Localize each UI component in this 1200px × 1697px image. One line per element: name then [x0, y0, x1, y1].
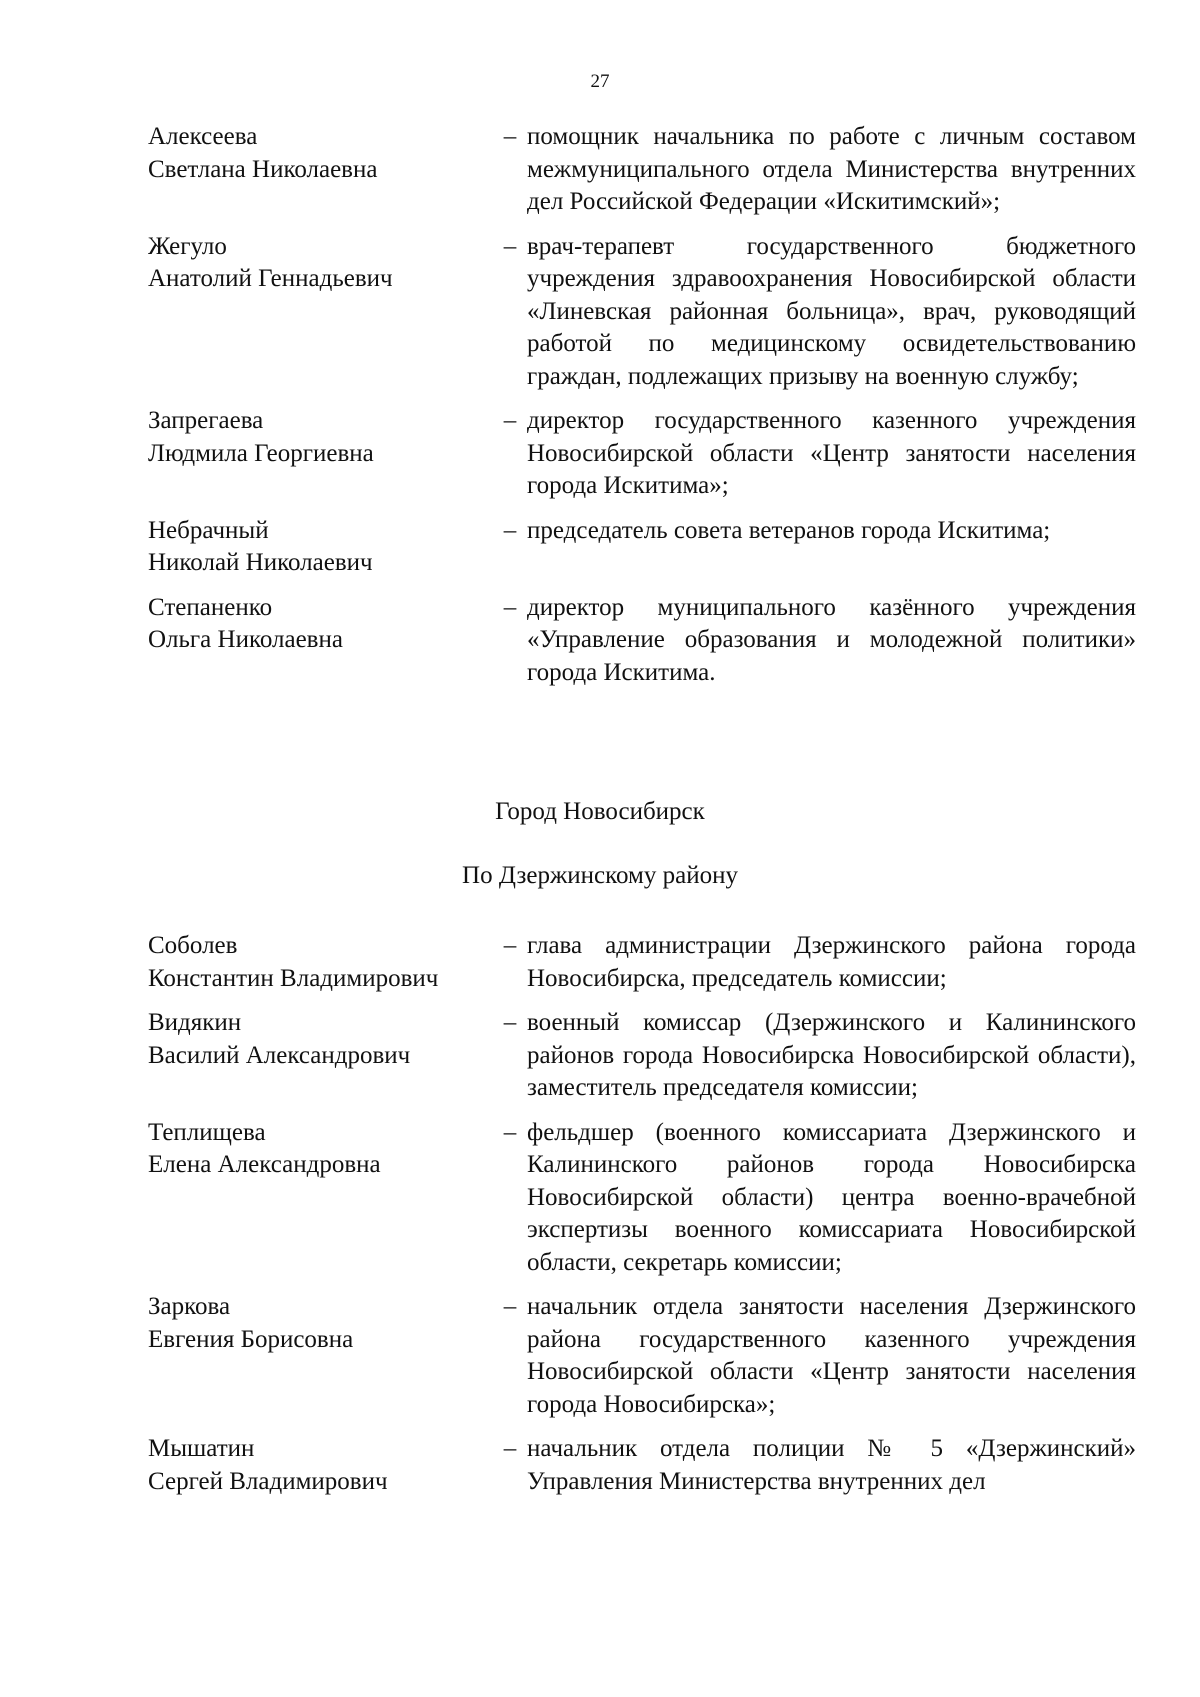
- member-given-name: Анатолий Геннадьевич: [148, 265, 393, 292]
- member-surname: Соболев: [148, 932, 238, 959]
- dash-separator: –: [503, 1293, 517, 1320]
- member-name: [148, 930, 493, 995]
- member-name: [148, 405, 493, 470]
- member-position: [493, 1433, 1136, 1498]
- dash-separator: –: [503, 123, 517, 150]
- member-given-name: Николай Николаевич: [148, 549, 373, 576]
- member-given-name: Сергей Владимирович: [148, 1467, 388, 1495]
- member-position: [493, 930, 1136, 995]
- member-given-name: Константин Владимирович: [148, 964, 439, 992]
- member-given-name: Людмила Георгиевна: [148, 439, 374, 467]
- member-position: [493, 405, 1136, 503]
- member-position-text: председатель совета ветеранов города Искитима;: [527, 516, 1051, 544]
- member-position-text: помощник начальника по работе с личным составом межмуниципального отдела Министерства внутренних дел Российской Федерации «Искитимский»;: [527, 123, 1136, 215]
- member-list-dzerzhinsky: [148, 930, 1136, 1498]
- member-name: [148, 1007, 493, 1072]
- member-position: [493, 592, 1136, 690]
- member-given-name: Светлана Николаевна: [148, 155, 378, 183]
- member-given-name: Ольга Николаевна: [148, 626, 343, 653]
- dash-separator: –: [503, 593, 517, 621]
- member-entry: [148, 1433, 1136, 1498]
- member-surname: Мышатин: [148, 1435, 255, 1462]
- member-position-text: фельдшер (военного комиссариата Дзержинского и Калининского районов города Новосибирска Новосибирской области) центра военно-врачебной экспертизы военного комиссариата Новосибирской области, секретарь комиссии;: [527, 1118, 1136, 1276]
- member-entry: [148, 231, 1136, 394]
- member-position: [493, 515, 1136, 548]
- dash-separator: –: [503, 932, 517, 959]
- member-surname: Алексеева: [148, 123, 258, 150]
- member-surname: Степаненко: [148, 593, 273, 621]
- member-entry: [148, 515, 1136, 580]
- member-entry: [148, 1007, 1136, 1105]
- member-position-text: врач-терапевт государственного бюджетного учреждения здравоохранения Новосибирской области «Линевская районная больница», врач, руководящий работой по медицинскому освидетельствованию граждан, подлежащих призыву на военную службу;: [527, 232, 1136, 390]
- member-surname: Небрачный: [148, 516, 269, 544]
- member-position-text: начальник отдела занятости населения Дзержинского района государственного казенного учреждения Новосибирской области «Центр занятости населения города Новосибирска»;: [527, 1293, 1136, 1418]
- member-entry: [148, 121, 1136, 219]
- member-given-name: Василий Александрович: [148, 1041, 411, 1069]
- member-position: [493, 1007, 1136, 1105]
- member-name: [148, 121, 493, 186]
- member-position-text: директор государственного казенного учреждения Новосибирской области «Центр занятости населения города Искитима»;: [527, 407, 1136, 499]
- dash-separator: –: [503, 1435, 517, 1462]
- dash-separator: –: [503, 407, 517, 434]
- member-position: [493, 1291, 1136, 1421]
- member-entry: [148, 1117, 1136, 1280]
- member-list-iskitim: [148, 121, 1136, 689]
- district-heading: По Дзержинскому району: [462, 862, 738, 889]
- member-surname: Заркова: [148, 1293, 231, 1320]
- member-position-text: начальник отдела полиции № 5 «Дзержинский» Управления Министерства внутренних дел: [527, 1435, 1136, 1495]
- dash-separator: –: [503, 1118, 517, 1146]
- member-surname: Жегуло: [148, 232, 227, 260]
- member-position: [493, 1117, 1136, 1280]
- member-surname: Видякин: [148, 1009, 242, 1036]
- member-given-name: Елена Александровна: [148, 1151, 381, 1178]
- city-heading: Город Новосибирск: [495, 798, 705, 825]
- member-given-name: Евгения Борисовна: [148, 1325, 354, 1353]
- member-entry: [148, 930, 1136, 995]
- member-name: [148, 515, 493, 580]
- page-number: 27: [590, 71, 610, 92]
- member-surname: Запрегаева: [148, 407, 264, 434]
- member-position-text: глава администрации Дзержинского района города Новосибирска, председатель комиссии;: [527, 932, 1136, 992]
- member-name: [148, 231, 493, 296]
- dash-separator: –: [503, 1009, 517, 1036]
- member-position-text: военный комиссар (Дзержинского и Калининского районов города Новосибирска Новосибирской области), заместитель председателя комиссии;: [527, 1009, 1136, 1101]
- dash-separator: –: [503, 232, 517, 260]
- member-name: [148, 1291, 493, 1356]
- member-entry: [148, 405, 1136, 503]
- member-name: [148, 1433, 493, 1498]
- member-position: [493, 121, 1136, 219]
- member-position: [493, 231, 1136, 394]
- member-entry: [148, 592, 1136, 690]
- member-position-text: директор муниципального казённого учреждения «Управление образования и молодежной политики» города Искитима.: [527, 593, 1136, 686]
- member-entry: [148, 1291, 1136, 1421]
- dash-separator: –: [503, 516, 517, 544]
- member-name: [148, 592, 493, 657]
- member-name: [148, 1117, 493, 1182]
- member-surname: Теплищева: [148, 1118, 266, 1146]
